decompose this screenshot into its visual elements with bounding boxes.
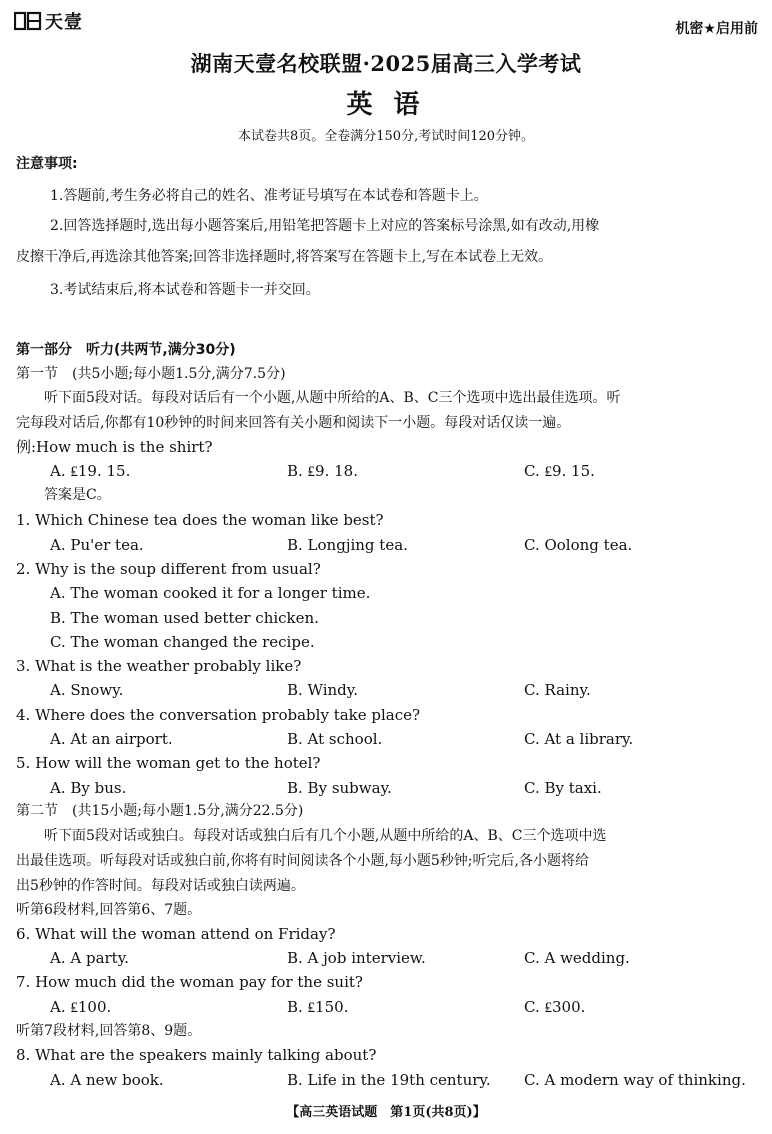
q7-option-b: B. ₤150. <box>287 998 349 1016</box>
q5-option-a: A. By bus. <box>50 779 127 797</box>
q8-option-c: C. A modern way of thinking. <box>524 1071 746 1089</box>
example-option-a: A. ₤19. 15. <box>50 462 131 480</box>
note-2b: 皮擦干净后,再选涂其他答案;回答非选择题时,将答案写在答题卡上,写在本试卷上无效。 <box>16 249 553 265</box>
section2-instr-a: 听下面5段对话或独白。每段对话或独白后有几个小题,从题中所给的A、B、C三个选项中选 <box>44 828 607 844</box>
example-option-c: C. ₤9. 15. <box>524 462 595 480</box>
question-6: 6. What will the woman attend on Friday? <box>16 925 336 943</box>
q7-option-c: C. ₤300. <box>524 998 586 1016</box>
note-1: 1.答题前,考生务必将自己的姓名、准考证号填写在本试卷和答题卡上。 <box>50 188 488 204</box>
logo-icon <box>14 11 42 31</box>
q7-option-a: A. ₤100. <box>50 998 112 1016</box>
q4-option-c: C. At a library. <box>524 730 634 748</box>
q4-option-a: A. At an airport. <box>50 730 173 748</box>
section2-instr-c: 出5秒钟的作答时间。每段对话或独白读两遍。 <box>16 878 305 894</box>
question-2: 2. Why is the soup different from usual? <box>16 560 321 578</box>
exam-title: 湖南天壹名校联盟·2025届高三入学考试 <box>190 51 582 76</box>
example-question: 例:How much is the shirt? <box>16 438 213 456</box>
q5-option-c: C. By taxi. <box>524 779 602 797</box>
q1-option-c: C. Oolong tea. <box>524 536 633 554</box>
q2-option-a: A. The woman cooked it for a longer time. <box>50 584 371 602</box>
q6-option-b: B. A job interview. <box>287 949 426 967</box>
q5-option-b: B. By subway. <box>287 779 392 797</box>
section2-heading: 第二节 (共15小题;每小题1.5分,满分22.5分) <box>16 803 304 819</box>
question-3: 3. What is the weather probably like? <box>16 657 302 675</box>
material-7-label: 听第7段材料,回答第8、9题。 <box>16 1023 202 1039</box>
q1-option-a: A. Pu'er tea. <box>50 536 144 554</box>
logo-text: 天壹 <box>45 12 83 33</box>
question-8: 8. What are the speakers mainly talking about? <box>16 1046 377 1064</box>
page-footer: 【高三英语试题 第1页(共8页)】 <box>286 1105 486 1120</box>
q2-option-c: C. The woman changed the recipe. <box>50 633 315 651</box>
notes-heading: 注意事项: <box>16 156 78 172</box>
question-7: 7. How much did the woman pay for the suit? <box>16 973 363 991</box>
q6-option-c: C. A wedding. <box>524 949 630 967</box>
publisher-logo <box>14 8 83 34</box>
section2-instr-b: 出最佳选项。听每段对话或独白前,你将有时间阅读各个小题,每小题5秒钟;听完后,各小题将给 <box>16 853 589 869</box>
example-option-b: B. ₤9. 18. <box>287 462 358 480</box>
note-3: 3.考试结束后,将本试卷和答题卡一并交回。 <box>50 282 320 298</box>
q6-option-a: A. A party. <box>50 949 129 967</box>
note-2a: 2.回答选择题时,选出每小题答案后,用铅笔把答题卡上对应的答案标号涂黑,如有改动,用橡 <box>50 218 600 234</box>
q8-option-a: A. A new book. <box>50 1071 164 1089</box>
question-5: 5. How will the woman get to the hotel? <box>16 754 321 772</box>
q4-option-b: B. At school. <box>287 730 383 748</box>
material-6-label: 听第6段材料,回答第6、7题。 <box>16 902 202 918</box>
q8-option-b: B. Life in the 19th century. <box>287 1071 491 1089</box>
section1-instr-b: 完每段对话后,你都有10秒钟的时间来回答有关小题和阅读下一小题。每段对话仅读一遍。 <box>16 415 571 431</box>
q3-option-c: C. Rainy. <box>524 681 591 699</box>
q1-option-b: B. Longjing tea. <box>287 536 408 554</box>
confidential-label: 机密★启用前 <box>675 21 758 37</box>
q2-option-b: B. The woman used better chicken. <box>50 609 319 627</box>
q3-option-a: A. Snowy. <box>50 681 124 699</box>
question-4: 4. Where does the conversation probably take place? <box>16 706 421 724</box>
section1-heading: 第一节 (共5小题;每小题1.5分,满分7.5分) <box>16 366 286 382</box>
subject-title: 英 语 <box>346 90 426 120</box>
part1-heading: 第一部分 听力(共两节,满分30分) <box>16 342 236 358</box>
example-answer: 答案是C。 <box>44 487 111 503</box>
q3-option-b: B. Windy. <box>287 681 359 699</box>
exam-info: 本试卷共8页。全卷满分150分,考试时间120分钟。 <box>237 129 535 144</box>
question-1: 1. Which Chinese tea does the woman like best? <box>16 511 384 529</box>
section1-instr-a: 听下面5段对话。每段对话后有一个小题,从题中所给的A、B、C三个选项中选出最佳选项。听 <box>44 390 621 406</box>
